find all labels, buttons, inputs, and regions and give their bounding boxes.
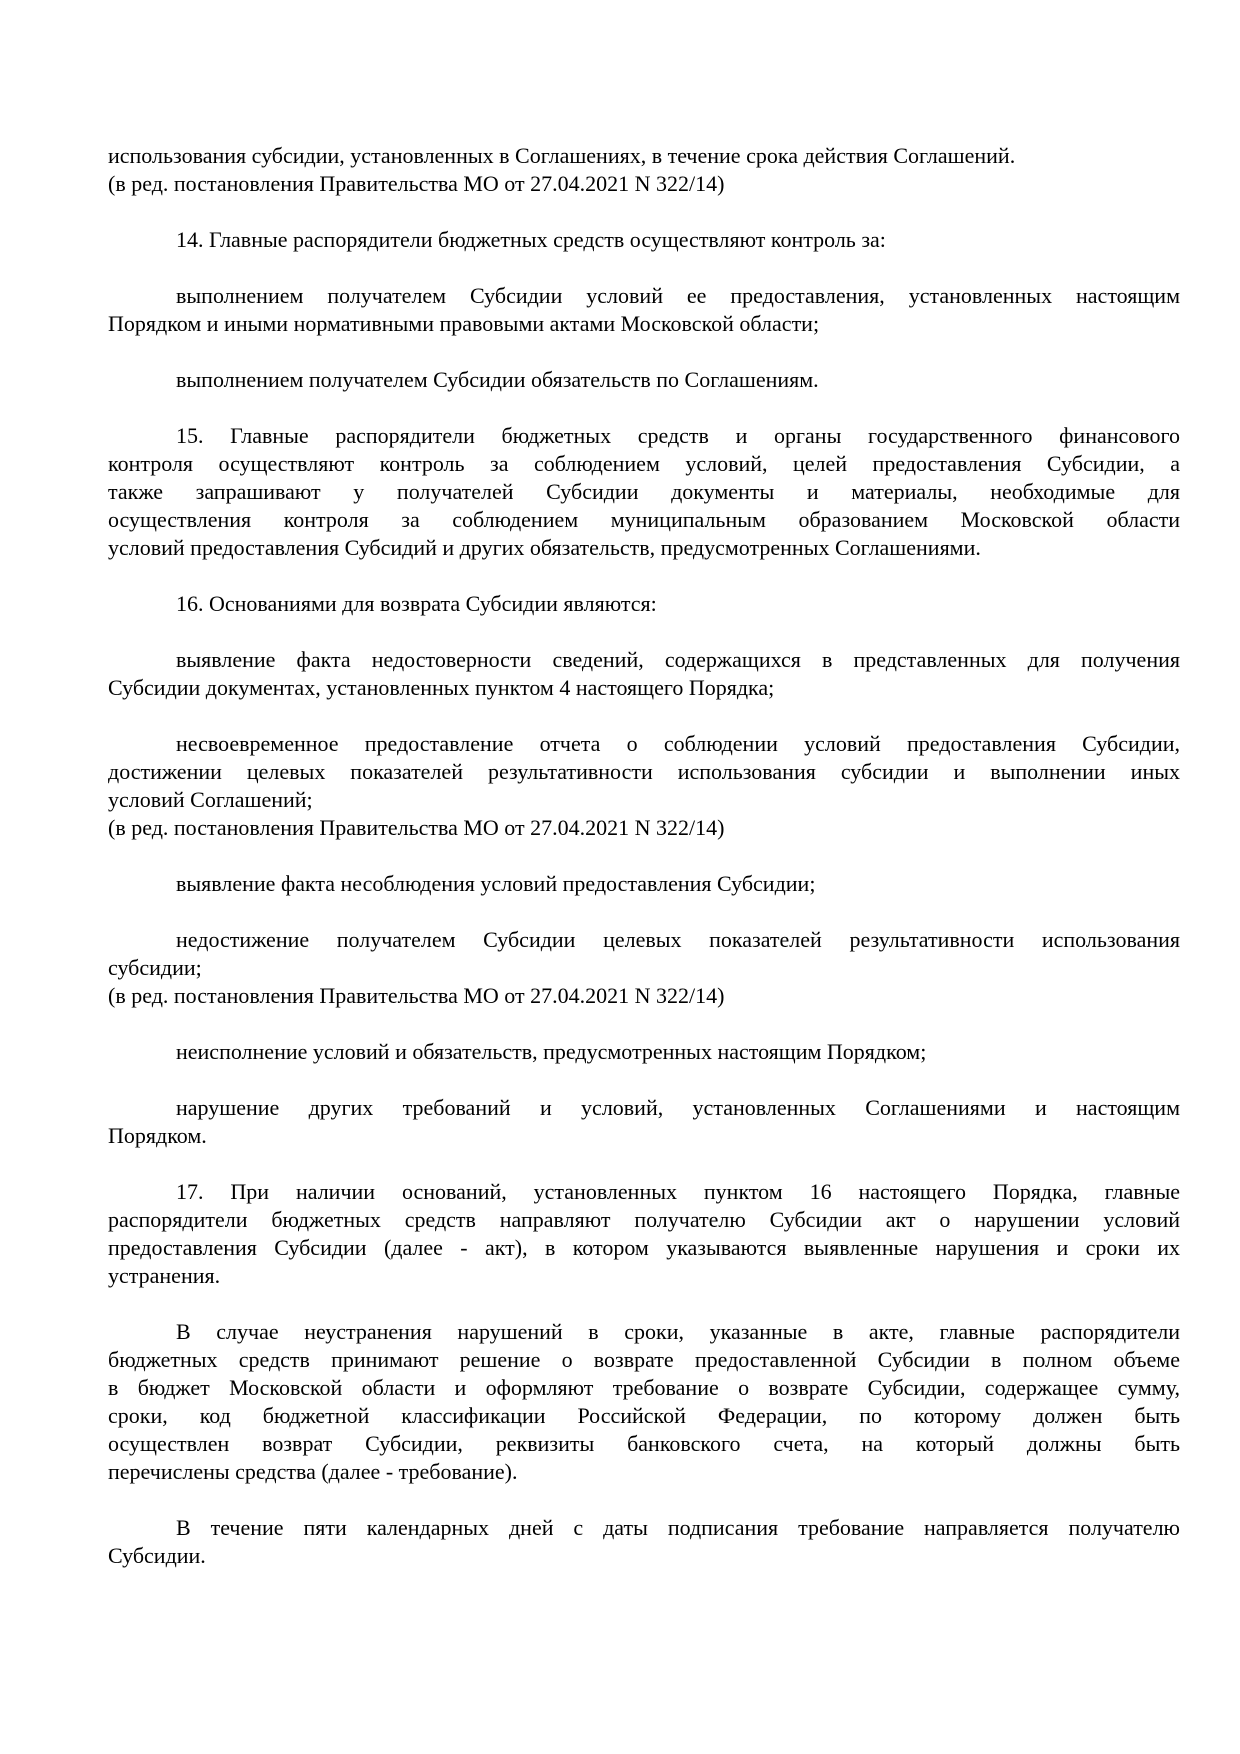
text-line: нарушение других требований и условий, установленных Соглашениями и настоящим	[176, 1095, 1180, 1120]
text-line: условий Соглашений;	[108, 787, 313, 812]
text-line: 16. Основаниями для возврата Субсидии являются:	[176, 591, 657, 616]
paragraph	[108, 1178, 1180, 1290]
text-line: предоставления Субсидии (далее - акт), в котором указываются выявленные нарушения и сроки их	[108, 1235, 1180, 1260]
paragraph	[108, 1514, 1180, 1570]
paragraph	[108, 926, 1180, 982]
text-line: Порядком и иными нормативными правовыми актами Московской области;	[108, 311, 820, 336]
text-line: бюджетных средств принимают решение о возврате предоставленной Субсидии в полном объеме	[108, 1347, 1180, 1372]
text-line: устранения.	[108, 1263, 221, 1288]
paragraph	[108, 590, 1180, 618]
text-line: осуществлен возврат Субсидии, реквизиты банковского счета, на который должны быть	[108, 1431, 1180, 1456]
amendment-note	[108, 170, 1180, 198]
text-line: выполнением получателем Субсидии обязательств по Соглашениям.	[176, 367, 819, 392]
amendment-note	[108, 814, 1180, 842]
text-line: субсидии;	[108, 955, 202, 980]
text-line: Субсидии документах, установленных пунктом 4 настоящего Порядка;	[108, 675, 775, 700]
text-line: осуществления контроля за соблюдением муниципальным образованием Московской области	[108, 507, 1180, 532]
text-line: 14. Главные распорядители бюджетных средств осуществляют контроль за:	[176, 227, 886, 252]
text-line: выявление факта несоблюдения условий предоставления Субсидии;	[176, 871, 816, 896]
paragraph	[108, 366, 1180, 394]
text-line: выполнением получателем Субсидии условий ее предоставления, установленных настоящим	[176, 283, 1180, 308]
text-line: распорядители бюджетных средств направляют получателю Субсидии акт о нарушении условий	[108, 1207, 1180, 1232]
paragraph	[108, 282, 1180, 338]
paragraph	[108, 422, 1180, 562]
amendment-note	[108, 982, 1180, 1010]
text-line: использования субсидии, установленных в Соглашениях, в течение срока действия Соглашений.	[108, 143, 1016, 168]
text-line: недостижение получателем Субсидии целевых показателей результативности использования	[176, 927, 1180, 952]
text-line: 17. При наличии оснований, установленных пунктом 16 настоящего Порядка, главные	[176, 1179, 1180, 1204]
text-line: Субсидии.	[108, 1543, 206, 1568]
text-line: (в ред. постановления Правительства МО от 27.04.2021 N 322/14)	[108, 983, 725, 1008]
paragraph	[108, 142, 1180, 170]
text-line: (в ред. постановления Правительства МО от 27.04.2021 N 322/14)	[108, 171, 725, 196]
text-line: в бюджет Московской области и оформляют требование о возврате Субсидии, содержащее сумму,	[108, 1375, 1180, 1400]
text-line: 15. Главные распорядители бюджетных средств и органы государственного финансового	[176, 423, 1180, 448]
text-line: (в ред. постановления Правительства МО от 27.04.2021 N 322/14)	[108, 815, 725, 840]
text-line: В случае неустранения нарушений в сроки, указанные в акте, главные распорядители	[176, 1319, 1180, 1344]
text-line: также запрашивают у получателей Субсидии документы и материалы, необходимые для	[108, 479, 1180, 504]
text-line: неисполнение условий и обязательств, предусмотренных настоящим Порядком;	[176, 1039, 927, 1064]
text-line: Порядком.	[108, 1123, 207, 1148]
paragraph	[108, 870, 1180, 898]
paragraph	[108, 646, 1180, 702]
text-line: выявление факта недостоверности сведений, содержащихся в представленных для получения	[176, 647, 1180, 672]
text-line: условий предоставления Субсидий и других обязательств, предусмотренных Соглашениями.	[108, 535, 981, 560]
text-line: несвоевременное предоставление отчета о соблюдении условий предоставления Субсидии,	[176, 731, 1180, 756]
paragraph	[108, 730, 1180, 814]
paragraph	[108, 226, 1180, 254]
text-line: В течение пяти календарных дней с даты подписания требование направляется получателю	[176, 1515, 1180, 1540]
document-text	[108, 142, 1180, 1570]
text-line: сроки, код бюджетной классификации Российской Федерации, по которому должен быть	[108, 1403, 1180, 1428]
text-line: контроля осуществляют контроль за соблюдением условий, целей предоставления Субсидии, а	[108, 451, 1180, 476]
paragraph	[108, 1094, 1180, 1150]
paragraph	[108, 1038, 1180, 1066]
text-line: перечислены средства (далее - требование).	[108, 1459, 518, 1484]
paragraph	[108, 1318, 1180, 1486]
text-line: достижении целевых показателей результативности использования субсидии и выполнении иных	[108, 759, 1180, 784]
